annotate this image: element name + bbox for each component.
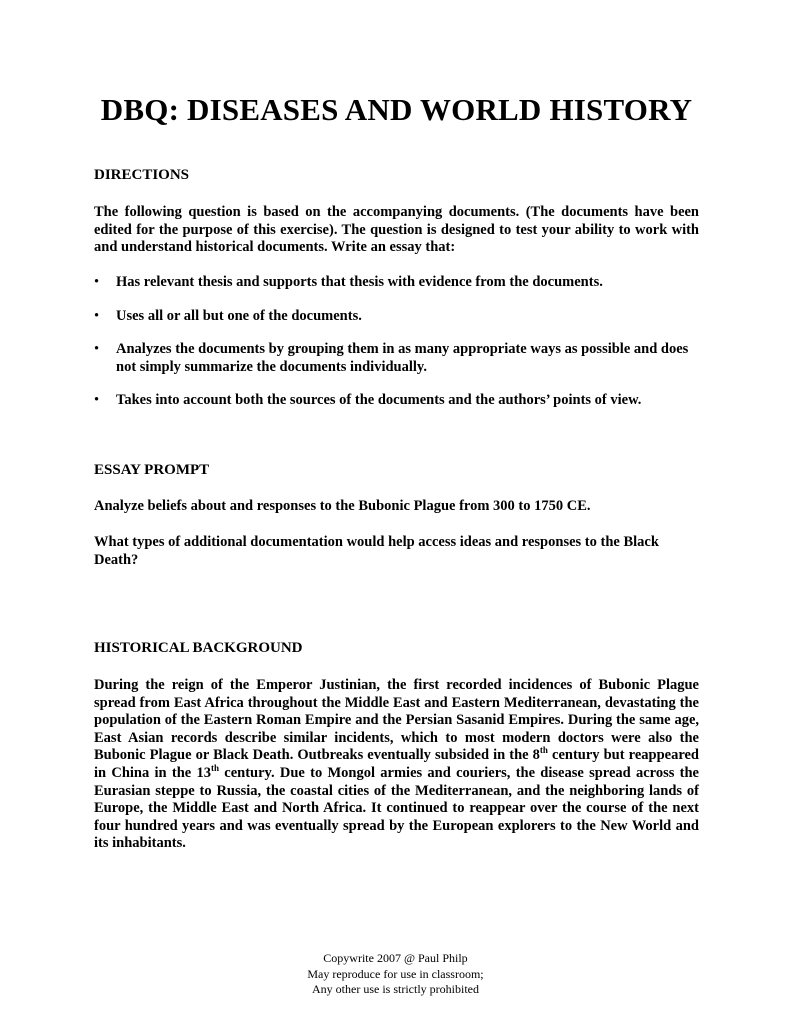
bullet-icon: • — [94, 341, 100, 358]
ordinal-suffix: th — [210, 763, 219, 774]
directions-intro: The following question is based on the accompanying documents. (The documents have been edited for the purpose of this exercise). The question is designed to test your ability to work with and understand historical documents. Write an essay that: — [94, 204, 699, 256]
bullet-icon: • — [94, 392, 100, 409]
background-text-3: century. Due to Mongol armies and couriers, the disease spread across the Eurasian steppe to Russia, the coastal cities of the Mediterranean, and the neighboring lands of Europe, the Middle East and North Africa. It continued to reappear over the course of the next four hundred years and was eventually spread by the European explorers to the New World and its inhabitants. — [94, 764, 699, 852]
essay-prompt-question: Analyze beliefs about and responses to the Bubonic Plague from 300 to 1750 CE. — [94, 498, 591, 514]
list-item-text: Has relevant thesis and supports that thesis with evidence from the documents. — [116, 274, 603, 290]
copyright-footer — [0, 951, 791, 998]
directions-heading: DIRECTIONS — [94, 167, 190, 183]
background-text-2: century but reappeared in China in the 13 — [94, 747, 699, 781]
document-title: DBQ: DISEASES AND WORLD HISTORY — [100, 92, 693, 127]
list-item — [94, 308, 699, 326]
bullet-icon: • — [94, 274, 100, 290]
background-heading: HISTORICAL BACKGROUND — [94, 640, 303, 656]
essay-prompt-heading: ESSAY PROMPT — [94, 462, 210, 478]
bullet-icon: • — [94, 307, 100, 324]
footer-line: May reproduce for use in classroom; — [307, 966, 484, 981]
ordinal-suffix: th — [539, 745, 548, 756]
footer-line: Any other use is strictly prohibited — [312, 982, 479, 996]
list-item — [94, 274, 699, 292]
essay-prompt-followup: What types of additional documentation would help access ideas and responses to the Black Death? — [94, 534, 659, 568]
requirements-list — [94, 274, 699, 410]
background-paragraph — [94, 677, 699, 853]
list-item-text: Takes into account both the sources of the documents and the authors’ points of view. — [116, 392, 642, 409]
list-item-text: Analyzes the documents by grouping them in as many appropriate ways as possible and does not simply summarize the documents individually. — [116, 341, 689, 375]
list-item-text: Uses all or all but one of the documents. — [116, 307, 362, 324]
list-item — [94, 392, 699, 410]
background-text-1: During the reign of the Emperor Justinian, the first recorded incidences of Bubonic Plague spread from East Africa throughout the Middle East and Eastern Mediterranean, devastating the population of the Eastern Roman Empire and the Persian Sasanid Empires. During the same age, East Asian records describe similar incidents, which to most modern doctors were also the Bubonic Plague or Black Death. Outbreaks eventually subsided in the 8 — [94, 677, 699, 764]
list-item — [94, 341, 699, 376]
footer-line: Copywrite 2007 @ Paul Philp — [323, 951, 468, 965]
